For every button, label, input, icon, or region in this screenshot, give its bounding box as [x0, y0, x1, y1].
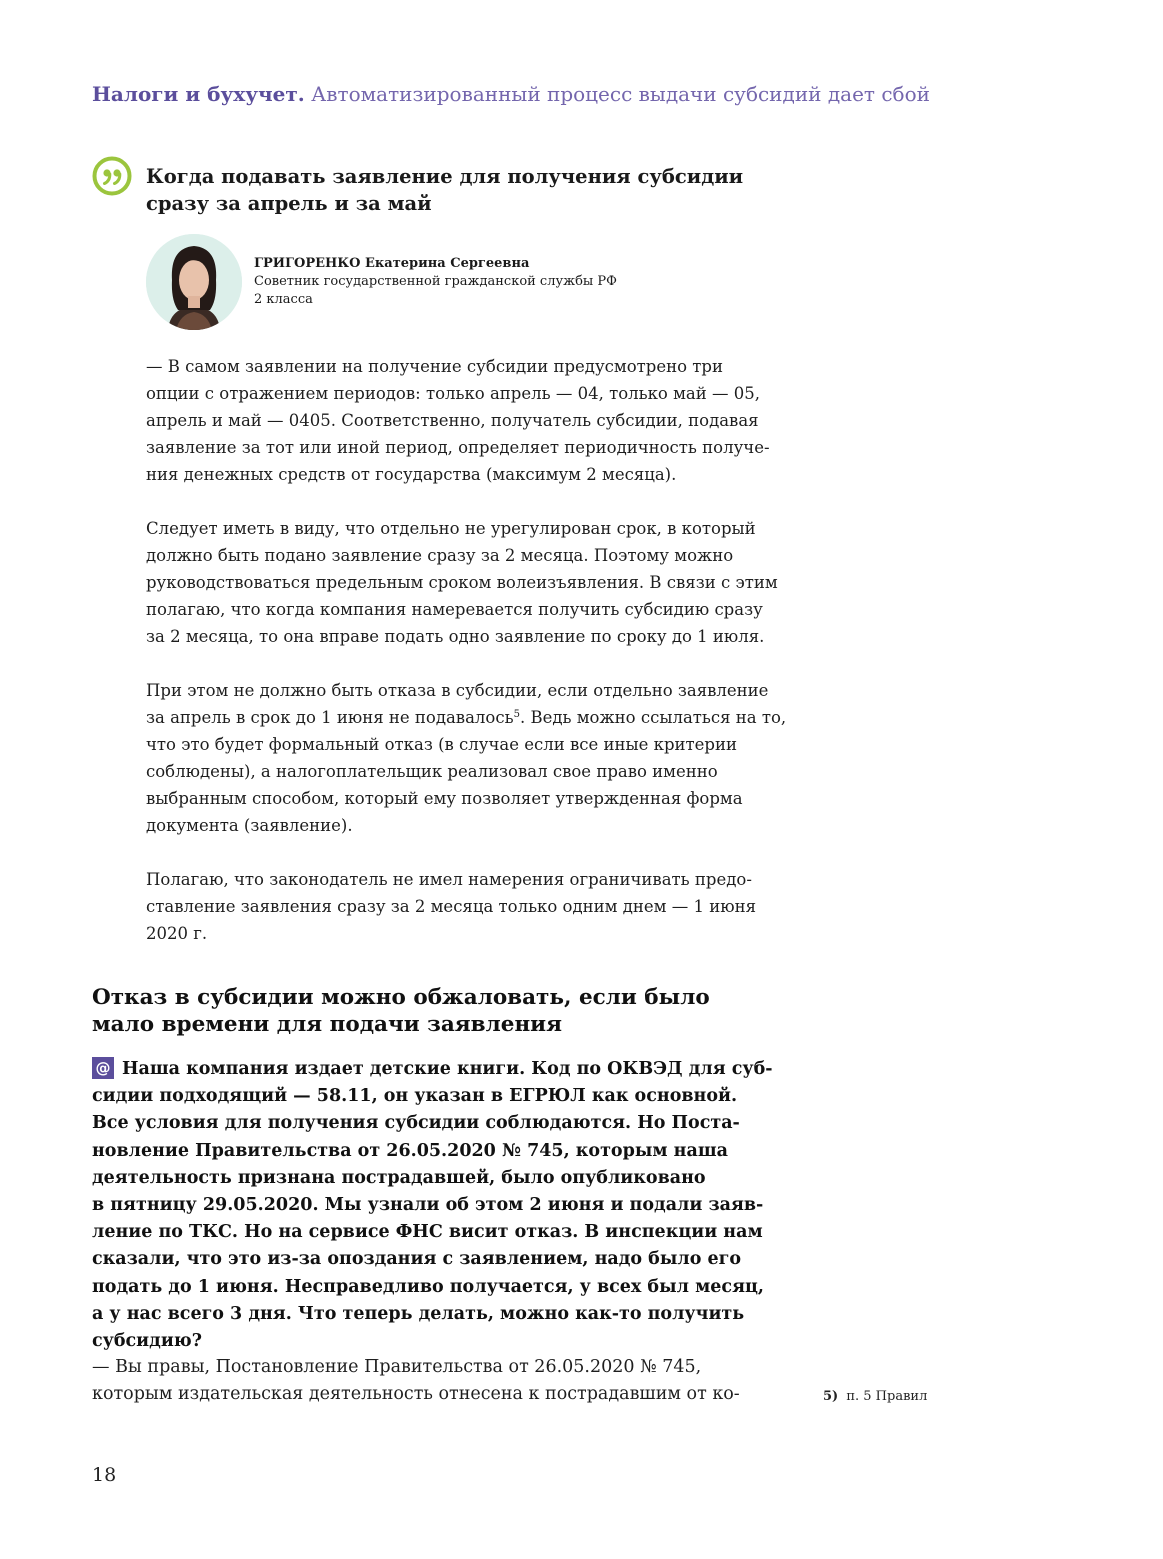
answer-line: соблюдены), а налогоплательщик реализовал свое право именно: [146, 762, 718, 781]
answer-line: [146, 704, 786, 731]
answer-line: за 2 месяца, то она вправе подать одно заявление по сроку до 1 июля.: [146, 627, 765, 646]
answer-line: заявление за тот или иной период, определяет периодичность получе-: [146, 438, 770, 457]
expert-position: 2 класса: [254, 292, 313, 307]
answer-line-text: за апрель в срок до 1 июня не подавалось: [146, 708, 514, 727]
page-number: 18: [92, 1464, 117, 1486]
answer-line: — В самом заявлении на получение субсидии предусмотрено три: [146, 357, 723, 376]
answer-paragraph: [146, 353, 786, 488]
answer-line: документа (заявление).: [146, 816, 353, 835]
answer-line: опции с отражением периодов: только апрель — 04, только май — 05,: [146, 384, 760, 403]
answer-line-tail: . Ведь можно ссылаться на то,: [519, 708, 787, 727]
question-line: сидии подходящий — 58.11, он указан в ЕГРЮЛ как основной.: [92, 1086, 738, 1107]
box-title: [146, 163, 786, 217]
footnote: [823, 1388, 1023, 1406]
quote-icon: [92, 156, 132, 196]
question-line: ление по ТКС. Но на сервисе ФНС висит отказ. В инспекции нам: [92, 1222, 763, 1243]
reader-question: [92, 1056, 792, 1355]
answer-paragraph: [146, 515, 786, 650]
footnote-text: п. 5 Правил: [846, 1389, 928, 1404]
expert-position: Советник государственной гражданской службы РФ: [254, 274, 617, 289]
answer-line: выбранным способом, который ему позволяет утвержденная форма: [146, 789, 743, 808]
reply-line: — Вы правы, Постановление Правительства от 26.05.2020 № 745,: [92, 1357, 702, 1377]
answer-paragraph: [146, 677, 786, 839]
question-line: подать до 1 июня. Несправедливо получается, у всех был месяц,: [92, 1276, 765, 1297]
answer-line: полагаю, что когда компания намеревается получить субсидию сразу: [146, 600, 763, 619]
question-line: деятельность признана пострадавшей, было опубликовано: [92, 1167, 706, 1188]
answer-line: апрель и май — 0405. Соответственно, получатель субсидии, подавая: [146, 411, 759, 430]
answer-line: что это будет формальный отказ (в случае если все иные критерии: [146, 735, 737, 754]
answer-line: руководствоваться предельным сроком волеизъявления. В связи с этим: [146, 573, 778, 592]
answer-line: ставление заявления сразу за 2 месяца только одним днем — 1 июня: [146, 897, 756, 916]
question-line-text: Наша компания издает детские книги. Код по ОКВЭД для суб-: [122, 1059, 773, 1079]
answer-line: Следует иметь в виду, что отдельно не урегулирован срок, в который: [146, 519, 756, 538]
section-heading-line: мало времени для подачи заявления: [92, 1012, 563, 1037]
running-head-section: Налоги и бухучет.: [92, 82, 305, 106]
answer-line: Полагаю, что законодатель не имел намерения ограничивать предо-: [146, 870, 752, 889]
reply-line: которым издательская деятельность отнесена к пострадавшим от ко-: [92, 1384, 740, 1405]
expert-answer: [146, 353, 786, 974]
answer-line: При этом не должно быть отказа в субсидии, если отдельно заявление: [146, 681, 769, 700]
running-head: [92, 82, 1092, 106]
answer-line: должно быть подано заявление сразу за 2 месяца. Поэтому можно: [146, 546, 734, 565]
answer-line: ния денежных средств от государства (максимум 2 месяца).: [146, 465, 677, 484]
question-line: сказали, что это из-за опоздания с заявлением, надо было его: [92, 1249, 742, 1270]
footnote-number: 5): [823, 1389, 839, 1404]
section-heading-line: Отказ в субсидии можно обжаловать, если было: [92, 985, 710, 1010]
answer-line: 2020 г.: [146, 924, 208, 943]
running-head-title: Автоматизированный процесс выдачи субсидий дает сбой: [311, 82, 930, 106]
footnote-ref[interactable]: 5: [513, 709, 520, 720]
question-line: новление Правительства от 26.05.2020 № 745, которым наша: [92, 1140, 728, 1161]
answer-paragraph: [146, 866, 786, 947]
question-line: а у нас всего 3 дня. Что теперь делать, можно как-то получить: [92, 1303, 745, 1324]
expert-avatar: [146, 234, 242, 330]
reply-text: [92, 1354, 792, 1408]
section-heading: [92, 984, 812, 1038]
expert-info: [254, 255, 674, 309]
question-line: [92, 1056, 792, 1083]
box-title-line: Когда подавать заявление для получения субсидии: [146, 165, 744, 188]
question-line: в пятницу 29.05.2020. Мы узнали об этом 2 июня и подали заяв-: [92, 1195, 764, 1216]
at-icon: @: [92, 1057, 114, 1079]
question-line: Все условия для получения субсидии соблюдаются. Но Поста-: [92, 1113, 740, 1134]
question-line: субсидию?: [92, 1331, 203, 1352]
expert-name: ГРИГОРЕНКО Екатерина Сергеевна: [254, 256, 530, 271]
box-title-line: сразу за апрель и за май: [146, 192, 432, 215]
expert-portrait: [146, 234, 242, 330]
